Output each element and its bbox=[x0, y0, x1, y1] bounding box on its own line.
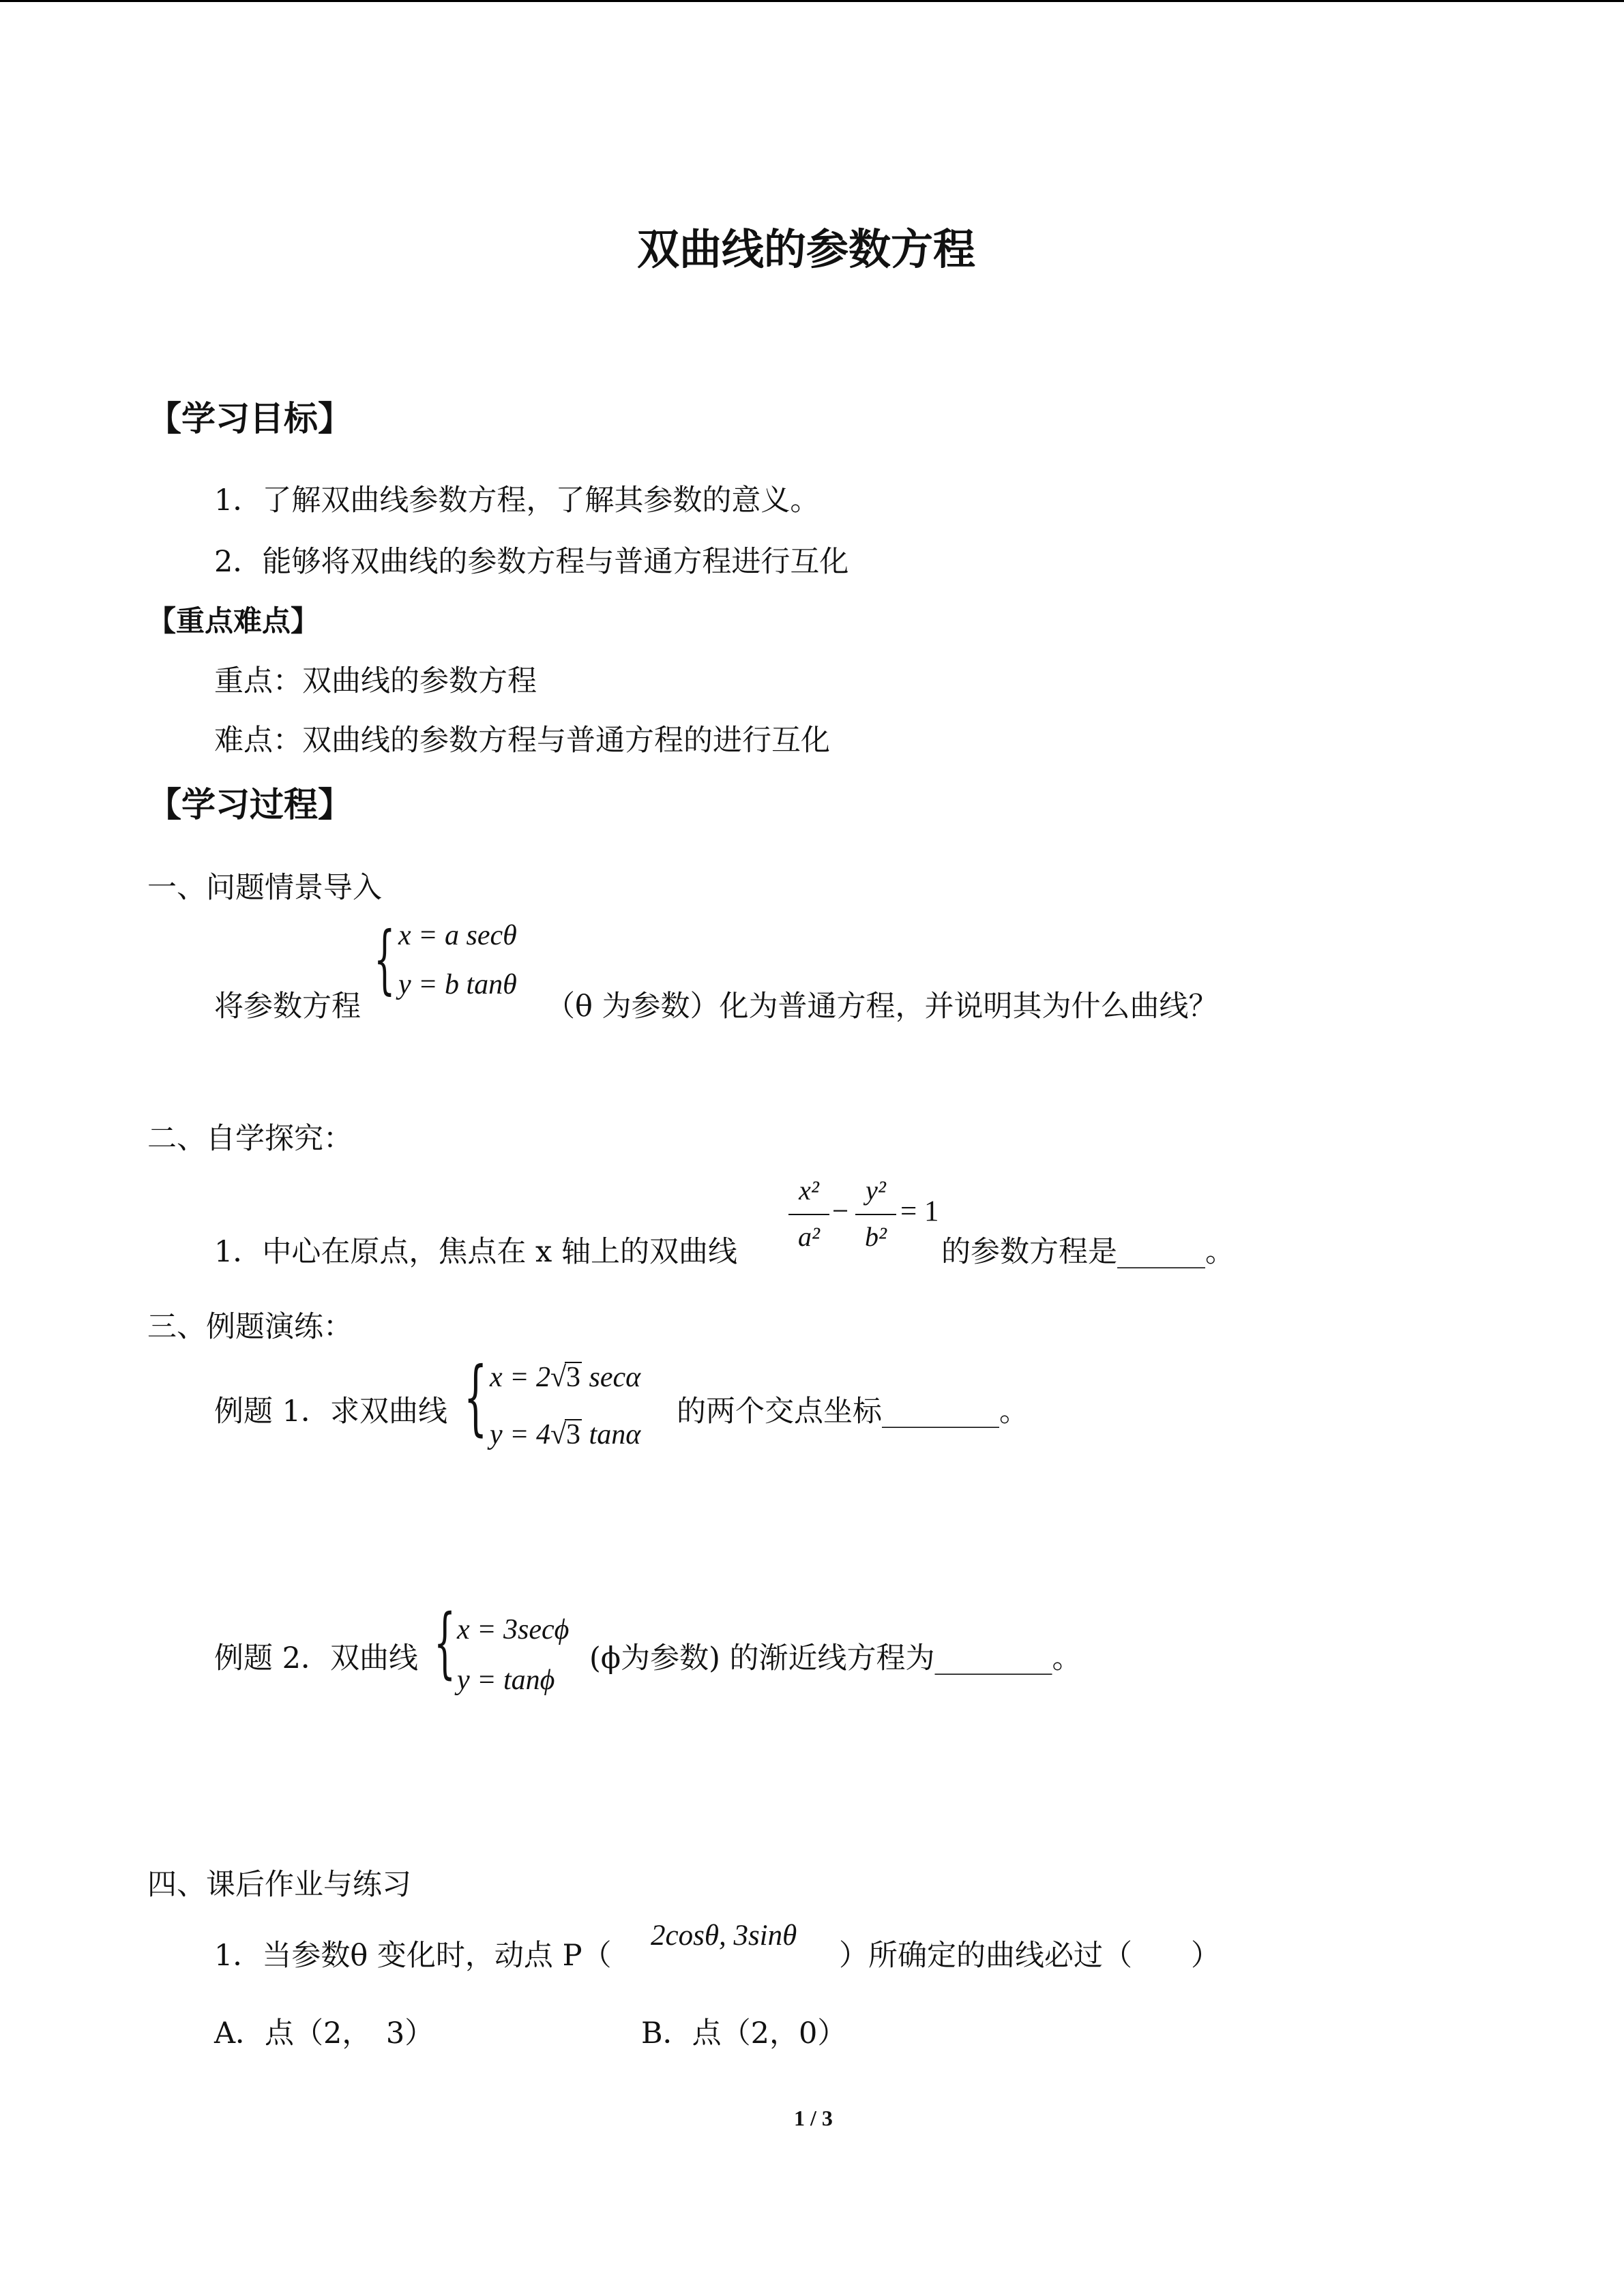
page-number: 1 / 3 bbox=[794, 2106, 833, 2130]
part3-heading: 三、例题演练： bbox=[147, 1310, 353, 1344]
part1-eq-x: x = a secθ bbox=[398, 920, 517, 951]
example2-eq-y: y = tanϕ bbox=[457, 1665, 555, 1696]
frac1-numerator: x² bbox=[799, 1175, 819, 1206]
example1-eq-x-pre: x = 2 bbox=[490, 1362, 550, 1393]
example1-eq-y-pre: y = 4 bbox=[490, 1419, 550, 1450]
example1-eq-y-post: tanα bbox=[582, 1419, 641, 1450]
difficult-point: 难点：双曲线的参数方程与普通方程的进行互化 bbox=[214, 724, 830, 758]
left-brace: { bbox=[464, 1350, 488, 1445]
frac1-bar bbox=[788, 1214, 829, 1215]
part2-heading: 二、自学探究： bbox=[147, 1122, 353, 1156]
process-heading: 【学习过程】 bbox=[147, 785, 352, 824]
example1-eq-x-post: secα bbox=[582, 1362, 641, 1393]
part4-heading: 四、课后作业与练习 bbox=[147, 1868, 411, 1902]
part1-lead: 将参数方程 bbox=[214, 989, 361, 1024]
equals-one: = 1 bbox=[900, 1195, 939, 1227]
frac1-denominator: a² bbox=[798, 1221, 820, 1252]
top-border-line bbox=[0, 0, 1624, 2]
objectives-heading: 【学习目标】 bbox=[147, 399, 352, 438]
left-brace: { bbox=[434, 1598, 456, 1687]
example1-lead: 例题 1．求双曲线 bbox=[214, 1395, 448, 1429]
left-brace: { bbox=[374, 915, 396, 1002]
example1-eq-x-radicand: 3 bbox=[566, 1362, 581, 1393]
example1-eq-x: x = 2√3 secα bbox=[490, 1362, 641, 1393]
example2-tail: (ϕ为参数) 的渐近线方程为________。 bbox=[589, 1641, 1082, 1675]
key-points-heading: 【重点难点】 bbox=[147, 604, 320, 638]
example2-eq-x: x = 3secϕ bbox=[457, 1614, 570, 1645]
option-a: A．点（2， 3） bbox=[214, 2016, 434, 2051]
example1-tail: 的两个交点坐标________。 bbox=[677, 1395, 1029, 1429]
example2-lead: 例题 2．双曲线 bbox=[214, 1641, 419, 1675]
frac2-numerator: y² bbox=[866, 1175, 886, 1206]
question1-lead: 1．当参数θ 变化时，动点 P（ bbox=[214, 1939, 612, 1973]
part1-eq-y: y = b tanθ bbox=[398, 969, 517, 1000]
frac2-bar bbox=[855, 1214, 896, 1215]
part1-tail: （θ 为参数）化为普通方程，并说明其为什么曲线？ bbox=[546, 989, 1218, 1024]
objective-item-1: 1．了解双曲线参数方程，了解其参数的意义。 bbox=[214, 483, 820, 518]
part2-tail: 的参数方程是______。 bbox=[941, 1235, 1235, 1269]
page-title: 双曲线的参数方程 bbox=[637, 224, 976, 274]
question1-tail: ）所确定的曲线必过（ ） bbox=[839, 1939, 1220, 1973]
frac-minus: − bbox=[832, 1195, 849, 1227]
example1-eq-y: y = 4√3 tanα bbox=[490, 1419, 641, 1450]
example1-eq-y-radicand: 3 bbox=[566, 1419, 581, 1450]
option-b: B．点（2，0） bbox=[641, 2016, 847, 2051]
part1-heading: 一、问题情景导入 bbox=[147, 871, 382, 905]
part2-lead: 1．中心在原点，焦点在 x 轴上的双曲线 bbox=[214, 1235, 737, 1269]
key-point: 重点：双曲线的参数方程 bbox=[214, 664, 537, 698]
question1-point: 2cosθ, 3sinθ bbox=[651, 1920, 797, 1952]
frac2-denominator: b² bbox=[865, 1221, 887, 1252]
objective-item-2: 2．能够将双曲线的参数方程与普通方程进行互化 bbox=[214, 545, 849, 579]
